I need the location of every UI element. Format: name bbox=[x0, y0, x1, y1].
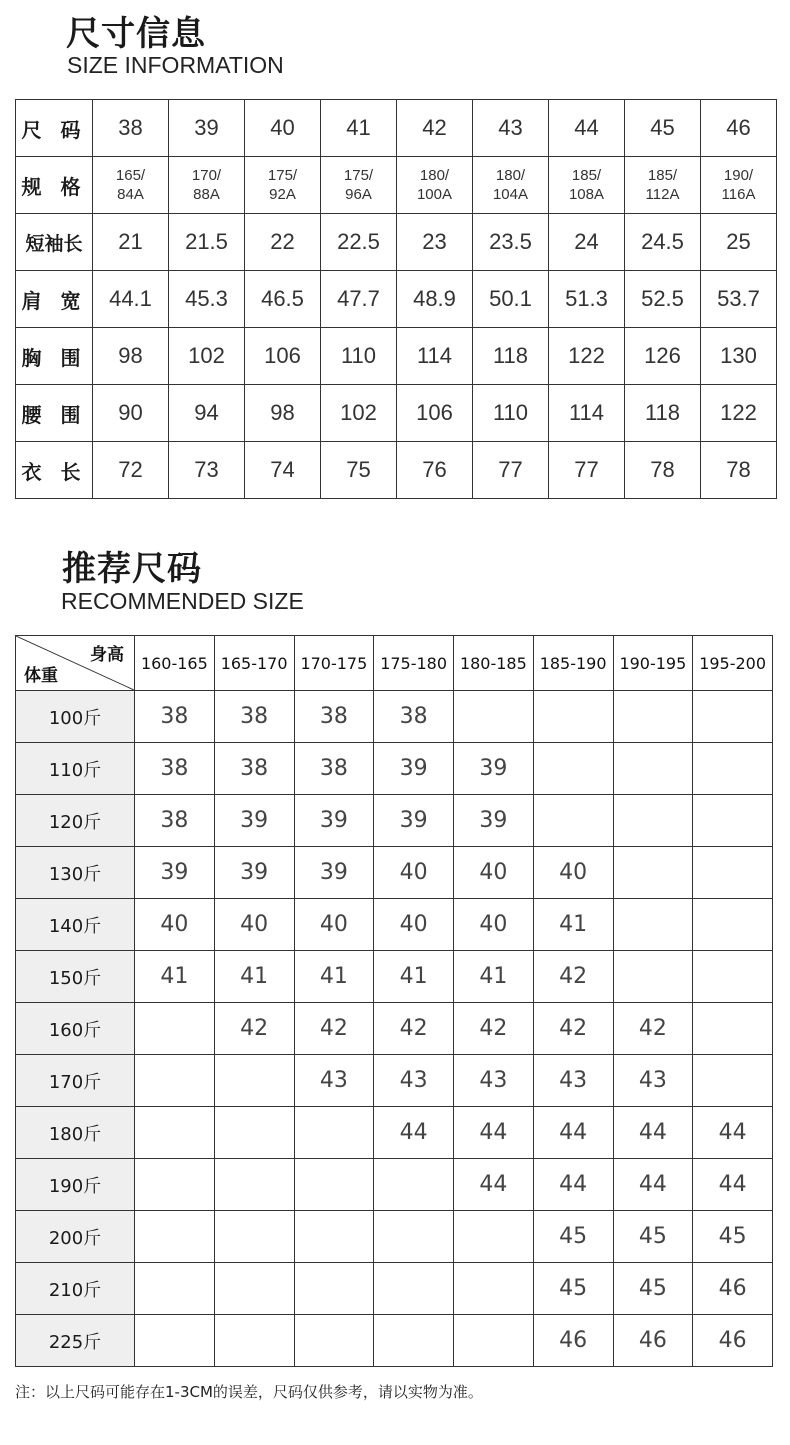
weight-label: 170斤 bbox=[16, 1055, 135, 1107]
recommended-size-cell: 45 bbox=[613, 1211, 693, 1263]
recommended-size-cell bbox=[214, 1159, 294, 1211]
size-info-cell: 122 bbox=[549, 328, 625, 385]
recommended-size-cell: 44 bbox=[374, 1107, 454, 1159]
weight-label: 140斤 bbox=[16, 899, 135, 951]
size-info-row-label: 尺 码 bbox=[16, 100, 93, 157]
recommended-size-cell bbox=[454, 1211, 534, 1263]
size-info-subtitle: SIZE INFORMATION bbox=[67, 52, 284, 78]
size-info-row-label: 规 格 bbox=[16, 157, 93, 214]
recommended-size-cell: 38 bbox=[374, 691, 454, 743]
recommended-size-cell bbox=[693, 899, 773, 951]
size-info-cell: 76 bbox=[397, 442, 473, 499]
weight-row bbox=[16, 1003, 773, 1055]
recommended-size-cell bbox=[533, 795, 613, 847]
recommended-size-cell: 44 bbox=[454, 1159, 534, 1211]
recommended-size-cell: 45 bbox=[533, 1263, 613, 1315]
recommended-size-cell bbox=[374, 1315, 454, 1367]
size-info-cell: 185/ 112A bbox=[625, 157, 701, 214]
size-info-cell: 170/ 88A bbox=[169, 157, 245, 214]
size-info-cell: 22.5 bbox=[321, 214, 397, 271]
recommended-size-cell bbox=[693, 743, 773, 795]
recommended-size-cell: 44 bbox=[454, 1107, 534, 1159]
weight-label: 200斤 bbox=[16, 1211, 135, 1263]
size-info-row bbox=[16, 157, 777, 214]
size-info-cell: 45.3 bbox=[169, 271, 245, 328]
weight-row bbox=[16, 847, 773, 899]
weight-label: 130斤 bbox=[16, 847, 135, 899]
recommended-title: 推荐尺码 bbox=[62, 549, 202, 589]
recommended-size-cell bbox=[135, 1107, 215, 1159]
weight-row bbox=[16, 795, 773, 847]
recommended-size-cell: 38 bbox=[135, 691, 215, 743]
size-info-cell: 77 bbox=[473, 442, 549, 499]
recommended-size-cell: 39 bbox=[135, 847, 215, 899]
recommended-size-cell bbox=[135, 1055, 215, 1107]
height-header-cell: 170-175 bbox=[294, 636, 374, 691]
weight-row bbox=[16, 899, 773, 951]
size-info-cell: 90 bbox=[93, 385, 169, 442]
size-info-row bbox=[16, 328, 777, 385]
recommended-size-cell: 43 bbox=[454, 1055, 534, 1107]
size-info-cell: 180/ 100A bbox=[397, 157, 473, 214]
corner-cell bbox=[16, 636, 135, 691]
size-info-table bbox=[15, 99, 777, 499]
size-info-cell: 44.1 bbox=[93, 271, 169, 328]
size-info-cell: 98 bbox=[245, 385, 321, 442]
recommended-size-cell: 39 bbox=[374, 743, 454, 795]
recommended-size-cell: 40 bbox=[454, 847, 534, 899]
recommended-size-cell bbox=[613, 899, 693, 951]
recommended-size-cell: 42 bbox=[533, 951, 613, 1003]
recommended-size-cell: 39 bbox=[214, 795, 294, 847]
size-info-cell: 73 bbox=[169, 442, 245, 499]
size-info-cell: 39 bbox=[169, 100, 245, 157]
recommended-size-cell bbox=[693, 951, 773, 1003]
size-info-cell: 98 bbox=[93, 328, 169, 385]
size-info-cell: 72 bbox=[93, 442, 169, 499]
size-info-cell: 122 bbox=[701, 385, 777, 442]
size-info-row bbox=[16, 100, 777, 157]
size-info-cell: 118 bbox=[473, 328, 549, 385]
recommended-size-cell: 39 bbox=[294, 795, 374, 847]
footnote: 注：以上尺码可能存在1-3CM的误差，尺码仅供参考，请以实物为准。 bbox=[15, 1383, 483, 1401]
size-info-cell: 51.3 bbox=[549, 271, 625, 328]
recommended-size-cell: 41 bbox=[454, 951, 534, 1003]
size-info-cell: 126 bbox=[625, 328, 701, 385]
size-info-cell: 180/ 104A bbox=[473, 157, 549, 214]
weight-label: 210斤 bbox=[16, 1263, 135, 1315]
size-info-row-label: 衣 长 bbox=[16, 442, 93, 499]
recommended-size-cell: 44 bbox=[613, 1159, 693, 1211]
recommended-size-cell: 39 bbox=[214, 847, 294, 899]
recommended-size-cell bbox=[135, 1315, 215, 1367]
size-info-cell: 102 bbox=[321, 385, 397, 442]
size-info-cell: 94 bbox=[169, 385, 245, 442]
corner-height-label: 身高 bbox=[90, 645, 124, 665]
size-info-cell: 102 bbox=[169, 328, 245, 385]
recommended-size-cell bbox=[294, 1263, 374, 1315]
size-info-cell: 74 bbox=[245, 442, 321, 499]
weight-label: 225斤 bbox=[16, 1315, 135, 1367]
size-info-cell: 48.9 bbox=[397, 271, 473, 328]
recommended-size-cell bbox=[693, 847, 773, 899]
recommended-size-cell: 42 bbox=[613, 1003, 693, 1055]
recommended-size-cell bbox=[533, 743, 613, 795]
recommended-size-cell: 40 bbox=[374, 899, 454, 951]
recommended-size-cell bbox=[374, 1159, 454, 1211]
size-info-row bbox=[16, 442, 777, 499]
recommended-size-cell: 40 bbox=[294, 899, 374, 951]
size-info-cell: 23 bbox=[397, 214, 473, 271]
weight-row bbox=[16, 1211, 773, 1263]
recommended-size-cell: 38 bbox=[135, 743, 215, 795]
recommended-size-cell bbox=[613, 691, 693, 743]
recommended-size-cell bbox=[454, 691, 534, 743]
recommended-size-cell: 46 bbox=[693, 1315, 773, 1367]
recommended-size-cell: 44 bbox=[693, 1107, 773, 1159]
size-info-cell: 114 bbox=[397, 328, 473, 385]
height-header-cell: 195-200 bbox=[693, 636, 773, 691]
recommended-size-cell bbox=[454, 1263, 534, 1315]
weight-row bbox=[16, 1107, 773, 1159]
size-info-cell: 23.5 bbox=[473, 214, 549, 271]
size-info-cell: 25 bbox=[701, 214, 777, 271]
weight-row bbox=[16, 1315, 773, 1367]
size-info-row-label: 胸 围 bbox=[16, 328, 93, 385]
height-header-row bbox=[16, 636, 773, 691]
size-info-cell: 130 bbox=[701, 328, 777, 385]
recommended-size-cell bbox=[613, 795, 693, 847]
recommended-size-cell bbox=[135, 1263, 215, 1315]
size-info-cell: 22 bbox=[245, 214, 321, 271]
recommended-size-cell: 42 bbox=[294, 1003, 374, 1055]
weight-label: 160斤 bbox=[16, 1003, 135, 1055]
recommended-size-cell: 44 bbox=[533, 1159, 613, 1211]
recommended-size-cell: 38 bbox=[214, 691, 294, 743]
size-info-cell: 106 bbox=[245, 328, 321, 385]
recommended-size-cell: 39 bbox=[454, 743, 534, 795]
weight-row bbox=[16, 1263, 773, 1315]
recommended-size-cell: 40 bbox=[454, 899, 534, 951]
recommended-size-cell: 43 bbox=[294, 1055, 374, 1107]
size-info-cell: 21 bbox=[93, 214, 169, 271]
recommended-size-cell bbox=[533, 691, 613, 743]
recommended-size-cell: 42 bbox=[533, 1003, 613, 1055]
size-info-title: 尺寸信息 bbox=[66, 14, 206, 54]
size-info-cell: 42 bbox=[397, 100, 473, 157]
recommended-size-cell bbox=[693, 691, 773, 743]
recommended-size-cell: 45 bbox=[613, 1263, 693, 1315]
recommended-subtitle: RECOMMENDED SIZE bbox=[61, 588, 304, 614]
size-info-cell: 110 bbox=[321, 328, 397, 385]
recommended-size-cell: 39 bbox=[454, 795, 534, 847]
size-info-cell: 21.5 bbox=[169, 214, 245, 271]
recommended-size-cell: 46 bbox=[693, 1263, 773, 1315]
size-info-cell: 53.7 bbox=[701, 271, 777, 328]
recommended-size-cell: 42 bbox=[374, 1003, 454, 1055]
recommended-size-cell: 45 bbox=[533, 1211, 613, 1263]
recommended-size-cell: 43 bbox=[374, 1055, 454, 1107]
recommended-size-cell: 41 bbox=[294, 951, 374, 1003]
recommended-size-cell: 40 bbox=[135, 899, 215, 951]
size-info-cell: 78 bbox=[625, 442, 701, 499]
size-info-row-label: 短袖长 bbox=[16, 214, 93, 271]
weight-row bbox=[16, 951, 773, 1003]
size-info-cell: 77 bbox=[549, 442, 625, 499]
size-info-cell: 106 bbox=[397, 385, 473, 442]
weight-label: 150斤 bbox=[16, 951, 135, 1003]
size-info-cell: 24.5 bbox=[625, 214, 701, 271]
size-info-cell: 38 bbox=[93, 100, 169, 157]
recommended-size-cell bbox=[613, 847, 693, 899]
size-info-cell: 47.7 bbox=[321, 271, 397, 328]
recommended-size-cell: 44 bbox=[613, 1107, 693, 1159]
recommended-size-cell bbox=[693, 1055, 773, 1107]
recommended-size-cell bbox=[613, 951, 693, 1003]
size-info-row bbox=[16, 271, 777, 328]
height-header-cell: 190-195 bbox=[613, 636, 693, 691]
weight-row bbox=[16, 691, 773, 743]
recommended-size-cell: 42 bbox=[214, 1003, 294, 1055]
weight-row bbox=[16, 1159, 773, 1211]
size-info-cell: 190/ 116A bbox=[701, 157, 777, 214]
weight-label: 120斤 bbox=[16, 795, 135, 847]
recommended-size-cell: 43 bbox=[533, 1055, 613, 1107]
recommended-size-cell bbox=[214, 1107, 294, 1159]
weight-row bbox=[16, 1055, 773, 1107]
recommended-size-cell: 44 bbox=[533, 1107, 613, 1159]
size-info-cell: 46.5 bbox=[245, 271, 321, 328]
recommended-size-cell bbox=[613, 743, 693, 795]
recommended-size-cell: 43 bbox=[613, 1055, 693, 1107]
size-info-cell: 175/ 96A bbox=[321, 157, 397, 214]
recommended-size-cell bbox=[214, 1211, 294, 1263]
height-header-cell: 165-170 bbox=[214, 636, 294, 691]
size-info-cell: 175/ 92A bbox=[245, 157, 321, 214]
size-info-cell: 78 bbox=[701, 442, 777, 499]
size-info-row bbox=[16, 385, 777, 442]
recommended-size-cell bbox=[294, 1107, 374, 1159]
recommended-size-cell: 38 bbox=[294, 691, 374, 743]
height-header-cell: 180-185 bbox=[454, 636, 534, 691]
recommended-size-cell bbox=[214, 1263, 294, 1315]
size-info-cell: 24 bbox=[549, 214, 625, 271]
weight-label: 100斤 bbox=[16, 691, 135, 743]
recommended-size-cell: 46 bbox=[613, 1315, 693, 1367]
size-info-cell: 165/ 84A bbox=[93, 157, 169, 214]
recommended-size-cell: 45 bbox=[693, 1211, 773, 1263]
size-info-cell: 44 bbox=[549, 100, 625, 157]
recommended-size-cell bbox=[294, 1315, 374, 1367]
size-info-cell: 40 bbox=[245, 100, 321, 157]
recommended-size-cell: 46 bbox=[533, 1315, 613, 1367]
size-info-cell: 43 bbox=[473, 100, 549, 157]
recommended-size-cell bbox=[214, 1315, 294, 1367]
recommended-size-cell: 38 bbox=[294, 743, 374, 795]
recommended-size-cell bbox=[693, 795, 773, 847]
recommended-size-cell bbox=[294, 1211, 374, 1263]
recommended-size-cell: 38 bbox=[135, 795, 215, 847]
size-info-row-label: 腰 围 bbox=[16, 385, 93, 442]
weight-label: 110斤 bbox=[16, 743, 135, 795]
size-info-cell: 50.1 bbox=[473, 271, 549, 328]
recommended-size-cell: 39 bbox=[374, 795, 454, 847]
size-info-row-label: 肩 宽 bbox=[16, 271, 93, 328]
recommended-size-cell bbox=[454, 1315, 534, 1367]
size-info-cell: 75 bbox=[321, 442, 397, 499]
recommended-size-cell: 40 bbox=[533, 847, 613, 899]
recommended-size-cell: 41 bbox=[135, 951, 215, 1003]
weight-label: 190斤 bbox=[16, 1159, 135, 1211]
recommended-size-cell: 41 bbox=[374, 951, 454, 1003]
size-info-cell: 52.5 bbox=[625, 271, 701, 328]
size-info-cell: 110 bbox=[473, 385, 549, 442]
size-info-cell: 118 bbox=[625, 385, 701, 442]
recommended-size-cell bbox=[374, 1211, 454, 1263]
recommended-size-cell bbox=[374, 1263, 454, 1315]
weight-row bbox=[16, 743, 773, 795]
recommended-size-cell bbox=[135, 1211, 215, 1263]
recommended-size-cell bbox=[135, 1003, 215, 1055]
height-header-cell: 160-165 bbox=[135, 636, 215, 691]
size-info-cell: 46 bbox=[701, 100, 777, 157]
size-info-cell: 114 bbox=[549, 385, 625, 442]
recommended-size-table bbox=[15, 635, 773, 1367]
height-header-cell: 175-180 bbox=[374, 636, 454, 691]
height-header-cell: 185-190 bbox=[533, 636, 613, 691]
recommended-size-cell bbox=[214, 1055, 294, 1107]
recommended-size-cell bbox=[693, 1003, 773, 1055]
size-info-cell: 185/ 108A bbox=[549, 157, 625, 214]
recommended-size-cell: 44 bbox=[693, 1159, 773, 1211]
recommended-size-cell: 40 bbox=[214, 899, 294, 951]
recommended-size-cell: 42 bbox=[454, 1003, 534, 1055]
recommended-size-cell: 41 bbox=[533, 899, 613, 951]
recommended-size-cell: 38 bbox=[214, 743, 294, 795]
recommended-size-cell: 41 bbox=[214, 951, 294, 1003]
size-info-cell: 45 bbox=[625, 100, 701, 157]
recommended-size-cell bbox=[135, 1159, 215, 1211]
recommended-size-cell bbox=[294, 1159, 374, 1211]
recommended-size-cell: 40 bbox=[374, 847, 454, 899]
corner-weight-label: 体重 bbox=[24, 666, 58, 686]
size-info-cell: 41 bbox=[321, 100, 397, 157]
size-info-row bbox=[16, 214, 777, 271]
recommended-size-cell: 39 bbox=[294, 847, 374, 899]
weight-label: 180斤 bbox=[16, 1107, 135, 1159]
